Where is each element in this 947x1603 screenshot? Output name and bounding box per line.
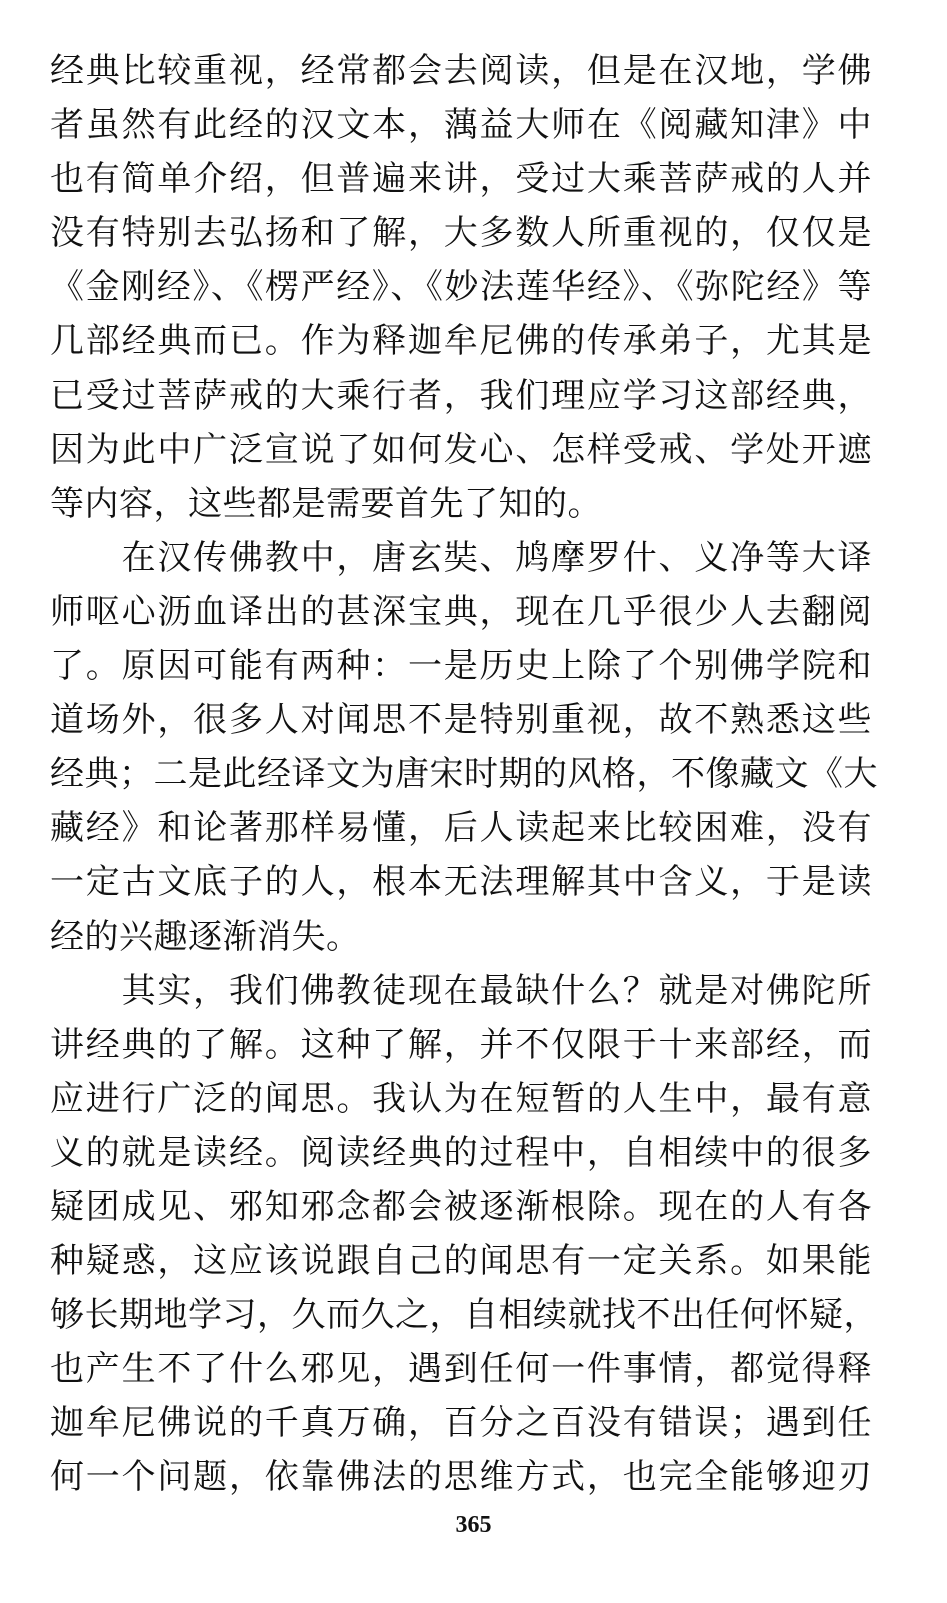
text-line: 疑团成见、邪知邪念都会被逐渐根除。现在的人有各 [50, 1186, 872, 1227]
text-line: 一定古文底子的人，根本无法理解其中含义，于是读 [50, 862, 872, 903]
text-line: 道场外，很多人对闻思不是特别重视，故不熟悉这些 [50, 700, 872, 741]
text-line: 《金刚经》、《楞严经》、《妙法莲华经》、《弥陀经》等 [50, 267, 872, 308]
text-line: 者虽然有此经的汉文本，蕅益大师在《阅藏知津》中 [50, 105, 872, 146]
text-line: 应进行广泛的闻思。我认为在短暂的人生中，最有意 [50, 1078, 872, 1119]
text-line-paragraph-end: 经的兴趣逐渐消失。 [50, 916, 361, 957]
text-line: 藏经》和论著那样易懂，后人读起来比较困难，没有 [50, 808, 872, 849]
text-line: 因为此中广泛宣说了如何发心、怎样受戒、学处开遮 [50, 429, 872, 470]
text-line: 种疑惑，这应该说跟自己的闻思有一定关系。如果能 [50, 1241, 872, 1282]
text-line: 何一个问题，依靠佛法的思维方式，也完全能够迎刃 [50, 1457, 872, 1498]
text-line: 也产生不了什么邪见，遇到任何一件事情，都觉得释 [50, 1349, 872, 1390]
text-line: 了。原因可能有两种：一是历史上除了个别佛学院和 [50, 646, 872, 687]
page-number: 365 [455, 1512, 492, 1538]
body-text [50, 44, 878, 1505]
text-line-paragraph-start: 在汉传佛教中，唐玄奘、鸠摩罗什、义净等大译 [50, 537, 872, 578]
text-line: 讲经典的了解。这种了解，并不仅限于十来部经，而 [50, 1024, 872, 1065]
text-line: 师呕心沥血译出的甚深宝典，现在几乎很少人去翻阅 [50, 591, 872, 632]
text-line: 义的就是读经。阅读经典的过程中，自相续中的很多 [50, 1132, 872, 1173]
text-line-paragraph-end: 等内容，这些都是需要首先了知的。 [50, 483, 602, 524]
text-line: 迦牟尼佛说的千真万确，百分之百没有错误；遇到任 [50, 1403, 872, 1444]
text-line-paragraph-start: 其实，我们佛教徒现在最缺什么？就是对佛陀所 [50, 970, 872, 1011]
text-line: 几部经典而已。作为释迦牟尼佛的传承弟子，尤其是 [50, 321, 872, 362]
text-line: 已受过菩萨戒的大乘行者，我们理应学习这部经典， [50, 375, 872, 416]
text-line: 经典比较重视，经常都会去阅读，但是在汉地，学佛 [50, 51, 872, 91]
text-line: 没有特别去弘扬和了解，大多数人所重视的，仅仅是 [50, 213, 872, 254]
text-line: 也有简单介绍，但普遍来讲，受过大乘菩萨戒的人并 [50, 159, 872, 200]
text-line: 够长期地学习，久而久之，自相续就找不出任何怀疑， [50, 1295, 878, 1336]
text-line: 经典；二是此经译文为唐宋时期的风格，不像藏文《大 [50, 754, 878, 795]
